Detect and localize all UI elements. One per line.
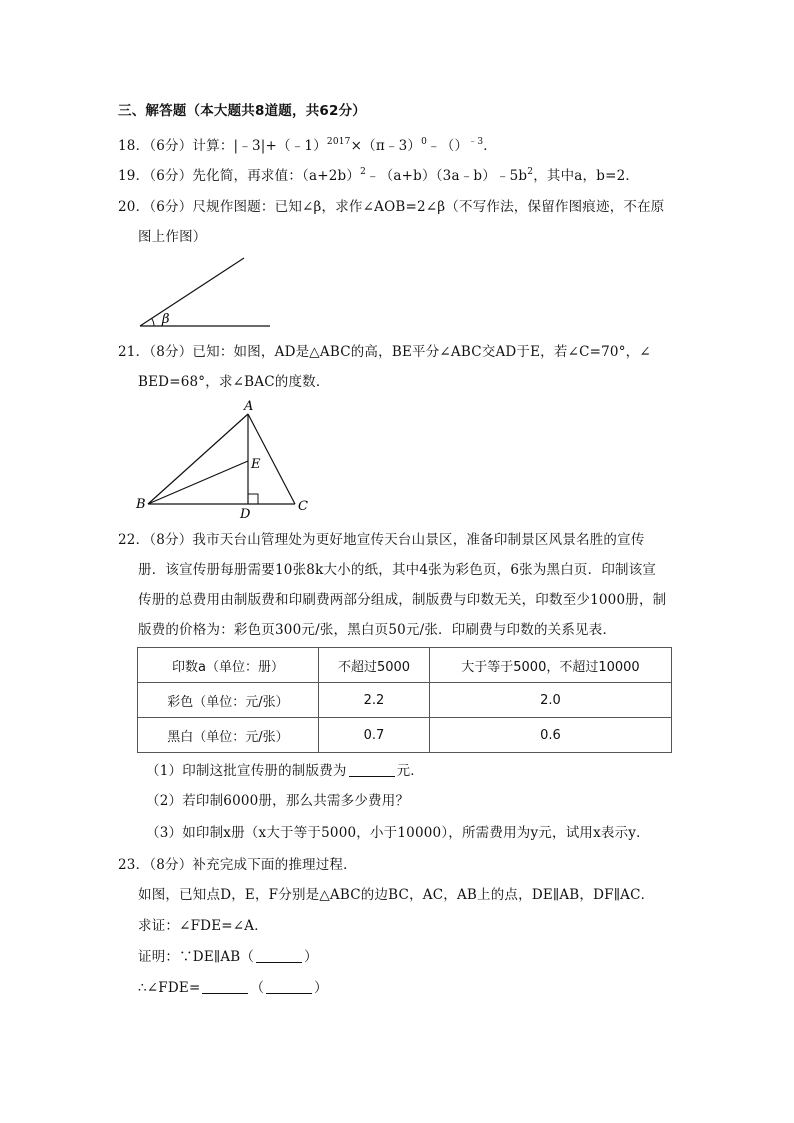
- table-header-cell: 印数a（单位：册）: [138, 648, 319, 683]
- q18-exp-2: 0: [421, 137, 428, 147]
- q19-text-b: ﹣（a+b）（3a﹣b）﹣5b: [366, 168, 528, 184]
- answer-blank[interactable]: [202, 979, 248, 994]
- question-23-line-3: 求证：∠FDE=∠A．: [138, 918, 268, 934]
- question-22-sub-3: （3）如印制x册（x大于等于5000，小于10000），所需费用为y元，试用x表示y．: [146, 825, 650, 841]
- label-b: B: [136, 497, 146, 512]
- q19-text-a: 19．（6分）先化简，再求值：（a+2b）: [118, 168, 361, 184]
- q23-line5-text-b: （: [250, 980, 265, 996]
- table-row: [138, 718, 672, 753]
- question-22-line-1: 22．（8分）我市天台山管理处为更好地宣传天台山景区，准备印制景区风景名胜的宣传: [118, 532, 645, 548]
- answer-blank[interactable]: [256, 948, 302, 963]
- question-22-sub-1: [146, 761, 424, 781]
- label-c: C: [298, 499, 308, 514]
- q19-text-c: ，其中a，b=2．: [533, 168, 640, 184]
- question-20-line-1: 20．（6分）尺规作图题：已知∠β，求作∠AOB=2∠β（不写作法，保留作图痕迹，不在原: [118, 199, 665, 215]
- table-header-cell: 不超过5000: [319, 648, 430, 683]
- table-cell: 0.6: [430, 718, 672, 753]
- question-21-line-2: BED=68°，求∠BAC的度数．: [138, 374, 330, 390]
- question-23-line-2: 如图，已知点D，E，F分别是△ABC的边BC，AC，AB上的点，DE∥AB，DF∥AC．: [138, 887, 655, 903]
- label-e: E: [251, 457, 261, 472]
- q18-text-b: ×（π﹣3）: [350, 138, 422, 154]
- question-18: [118, 136, 497, 156]
- table-cell: 0.7: [319, 718, 430, 753]
- q23-line5-text-c: ）: [314, 980, 328, 996]
- q19-exp-1: 2: [360, 167, 366, 177]
- table-cell: 2.2: [319, 683, 430, 718]
- q22-sub1-text-a: （1）印制这批宣传册的制版费为: [146, 763, 347, 779]
- answer-blank[interactable]: [266, 979, 312, 994]
- question-22-line-2: 册．该宣传册每册需要10张8k大小的纸，其中4张为彩色页，6张为黑白页．印制该宣: [138, 562, 657, 578]
- answer-blank[interactable]: [349, 762, 395, 777]
- table-cell: 彩色（单位：元/张）: [138, 683, 319, 718]
- angle-arc: [152, 319, 154, 327]
- bisector-be: [148, 461, 248, 504]
- q18-text-d: ．: [483, 138, 497, 154]
- section-title: 三、解答题（本大题共8道题，共62分）: [118, 103, 366, 119]
- table-row: [138, 683, 672, 718]
- q18-text-a: 18．（6分）计算：|﹣3|+（﹣1）: [118, 138, 327, 154]
- q19-exp-2: 2: [527, 167, 534, 177]
- table-cell: 2.0: [430, 683, 672, 718]
- q22-sub1-text-b: 元．: [396, 763, 424, 779]
- triangle-abc-figure: [130, 396, 320, 520]
- question-23-line-4: [138, 947, 318, 967]
- label-a: A: [244, 399, 254, 414]
- angle-beta-figure: [130, 252, 290, 332]
- angle-ray-slanted: [140, 258, 244, 326]
- question-23-line-5: [138, 978, 328, 998]
- q23-line4-text-b: ）: [304, 949, 318, 965]
- q18-exp-1: 2017: [326, 137, 351, 147]
- question-19: [118, 166, 639, 186]
- table-header-cell: 大于等于5000，不超过10000: [430, 648, 672, 683]
- q23-line4-text-a: 证明：∵DE∥AB（: [138, 949, 255, 965]
- q18-text-c: ﹣（）: [427, 138, 469, 154]
- question-22-line-4: 版费的价格为：彩色页300元/张，黑白页50元/张．印刷费与印数的关系见表．: [138, 622, 617, 638]
- question-22-sub-2: （2）若印制6000册，那么共需多少费用？: [146, 793, 410, 809]
- table-cell: 黑白（单位：元/张）: [138, 718, 319, 753]
- printing-cost-table: [137, 647, 672, 753]
- question-21-line-1: 21．（8分）已知：如图，AD是△ABC的高，BE平分∠ABC交AD于E，若∠C=70°，∠: [118, 344, 651, 360]
- question-22-line-3: 传册的总费用由制版费和印刷费两部分组成，制版费与印数无关，印数至少1000册，制: [138, 592, 667, 608]
- q23-line5-text-a: ∴∠FDE=: [138, 980, 201, 996]
- label-d: D: [240, 507, 251, 520]
- side-ab: [148, 414, 248, 504]
- question-23-line-1: 23．（8分）补充完成下面的推理过程．: [118, 857, 357, 873]
- right-angle-mark: [248, 494, 258, 504]
- table-header-row: [138, 648, 672, 683]
- question-20-line-2: 图上作图）: [138, 229, 207, 245]
- angle-beta-label: β: [162, 312, 170, 327]
- q18-exp-3: ﹣3: [468, 137, 484, 147]
